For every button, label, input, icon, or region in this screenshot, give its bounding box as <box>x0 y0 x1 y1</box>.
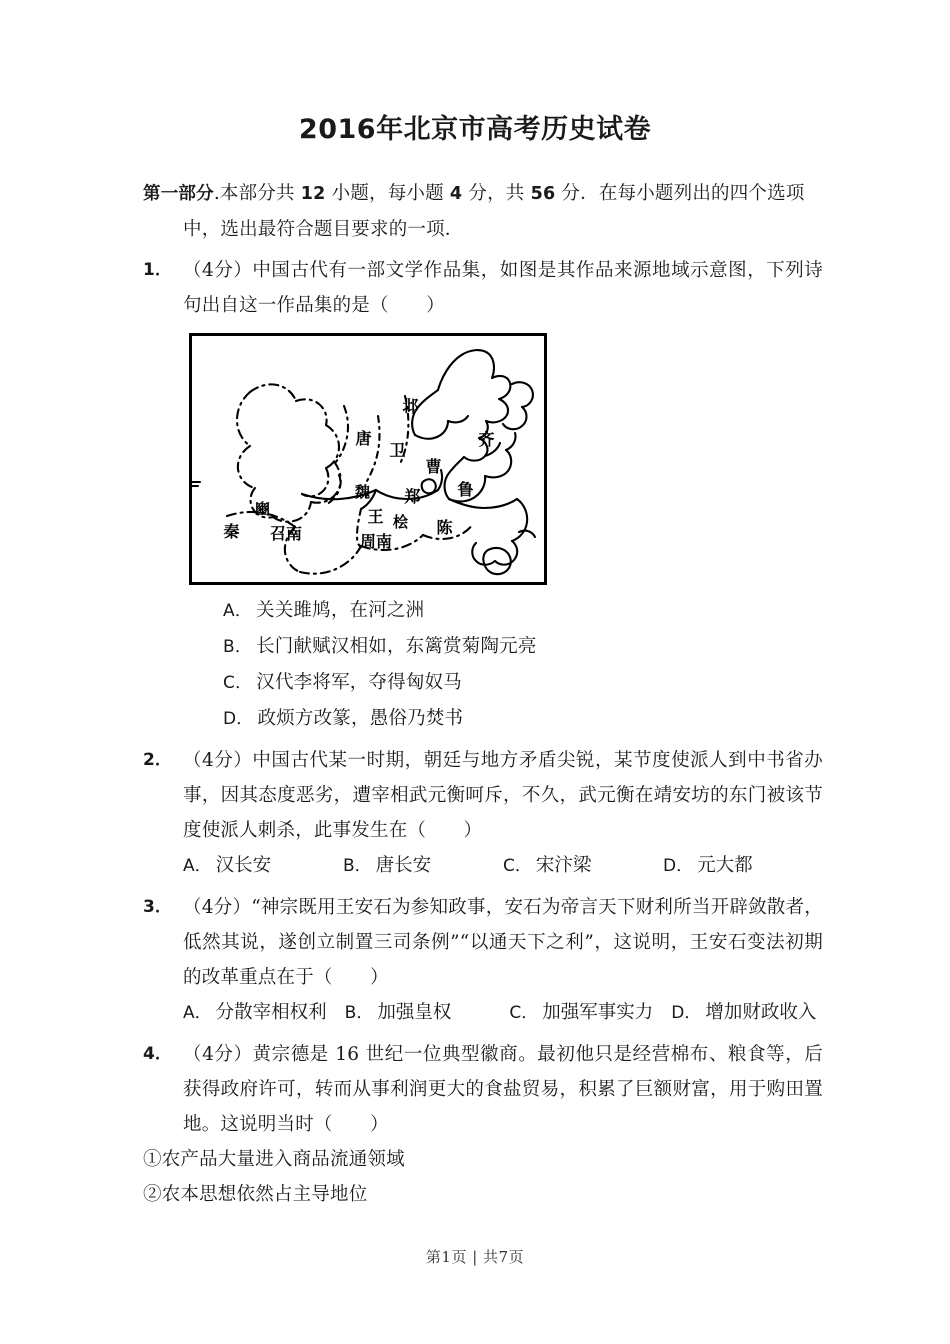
question-3-option-a[interactable] <box>183 995 327 1031</box>
option-key: D． <box>663 856 694 876</box>
question-4-stem <box>183 1037 823 1142</box>
option-key: A． <box>223 601 253 621</box>
title-rest: 年北京市高考历史试卷 <box>376 114 652 145</box>
map-label-kuai: 桧 <box>391 514 409 528</box>
option-text: 分散宰相权利 <box>215 1002 327 1023</box>
question-1-figure <box>183 333 823 585</box>
question-1-score: （4分） <box>183 260 253 281</box>
question-3-option-d[interactable] <box>671 995 816 1031</box>
option-text: 唐长安 <box>375 855 432 876</box>
option-text: 加强皇权 <box>377 1002 452 1023</box>
map-label-chen: 陈 <box>434 519 453 534</box>
question-2-number: 2． <box>143 750 172 770</box>
question-3-stem <box>183 890 823 995</box>
instructions-section-label: 第一部分 <box>143 184 214 204</box>
question-3 <box>143 890 823 995</box>
map-label-wei-guard: 卫 <box>387 442 406 457</box>
question-4-sub-item-1: ①农产品大量进入商品流通领域 <box>143 1149 405 1170</box>
question-4-number: 4． <box>143 1044 172 1064</box>
instructions-points-total: 56 <box>530 184 556 204</box>
question-3-score: （4分） <box>183 897 252 918</box>
question-3-options <box>143 995 823 1031</box>
instructions-question-count: 12 <box>300 184 326 204</box>
document-body <box>143 176 823 1212</box>
instructions-paragraph <box>143 176 823 247</box>
option-key: C． <box>509 1003 539 1023</box>
map-label-qin: 秦 <box>221 523 240 538</box>
map-label-wei-state: 魏 <box>353 484 371 498</box>
question-2-score: （4分） <box>183 750 253 771</box>
instructions-text-d: 分．在每小题列出的四个选项 <box>555 183 805 204</box>
question-2 <box>143 743 823 848</box>
option-key: A． <box>183 856 212 876</box>
map-label-zhounan: 周南 <box>360 532 393 551</box>
question-2-stem <box>183 743 823 848</box>
option-key: D． <box>671 1003 702 1023</box>
option-key: C． <box>503 856 532 876</box>
ancient-states-map <box>189 333 547 585</box>
map-label-wang: 王 <box>365 508 384 523</box>
instructions-text-a: .本部分共 <box>213 183 301 204</box>
question-1-options <box>183 593 823 737</box>
question-1 <box>143 253 823 737</box>
option-key: A． <box>183 1003 212 1023</box>
option-text: 政烦方改篆，愚俗乃焚书 <box>257 708 464 729</box>
option-key: C． <box>223 673 253 693</box>
map-label-tang: 唐 <box>353 430 372 445</box>
instructions-points-each: 4 <box>449 184 463 204</box>
option-text: 加强军事实力 <box>542 1002 654 1023</box>
option-text: 关关雎鸠，在河之洲 <box>256 600 425 621</box>
map-label-bei: 邶 <box>400 398 419 413</box>
title-year: 2016 <box>298 114 377 145</box>
question-1-text: 中国古代有一部文学作品集，如图是其作品来源地域示意图，下列诗句出自这一作品集的是（ ） <box>183 260 823 316</box>
question-2-text: 中国古代某一时期，朝廷与地方矛盾尖锐，某节度使派人到中书省办事，因其态度恶劣，遭宰相武元衡呵斥，不久，武元衡在靖安坊的东门被该节度使派人刺杀，此事发生在（ ） <box>183 750 823 841</box>
option-text: 宋汴梁 <box>535 855 592 876</box>
option-text: 增加财政收入 <box>705 1002 817 1023</box>
question-3-option-c[interactable] <box>509 995 653 1031</box>
option-key: B． <box>343 856 372 876</box>
question-2-options <box>143 848 823 884</box>
question-1-number: 1． <box>143 260 172 280</box>
instructions-line-1 <box>143 176 823 212</box>
question-1-option-c[interactable] <box>223 665 823 701</box>
page-title <box>0 112 950 147</box>
question-1-option-d[interactable] <box>223 701 823 737</box>
option-text: 汉代李将军，夺得匈奴马 <box>256 672 462 693</box>
question-3-number: 3． <box>143 897 172 917</box>
question-4-text: 黄宗德是 16 世纪一位典型徽商。最初他只是经营棉布、粮食等，后获得政府许可，转而从事利润更大的食盐贸易，积累了巨额财富，用于购田置地。这说明当时（ ） <box>183 1044 823 1135</box>
option-key: B． <box>344 1003 374 1023</box>
question-3-option-b[interactable] <box>345 995 452 1031</box>
question-1-option-b[interactable] <box>223 629 823 665</box>
instructions-line-2: 中，选出最符合题目要求的一项． <box>183 219 464 240</box>
map-label-bin: 豳 <box>253 501 271 515</box>
question-3-text: “神宗既用王安石为参知政事，安石为帝言天下财利所当开辟敛散者，低然其说，遂创立制置三司条例”“以通天下之利”，这说明，王安石变法初期的改革重点在于（ ） <box>183 897 823 988</box>
question-2-option-d[interactable] <box>663 848 823 884</box>
instructions-text-c: 分，共 <box>462 183 531 204</box>
map-label-cao: 曹 <box>423 458 442 473</box>
map-label-lu: 鲁 <box>455 481 474 496</box>
question-2-option-c[interactable] <box>503 848 663 884</box>
map-label-qi: 齐 <box>476 431 495 446</box>
question-4-sub-item-2: ②农本思想依然占主导地位 <box>143 1184 368 1205</box>
question-2-option-b[interactable] <box>343 848 503 884</box>
question-4-score: （4分） <box>183 1044 253 1065</box>
map-label-shaonan: 召南 <box>270 524 303 543</box>
option-text: 长门献赋汉相如，东篱赏菊陶元亮 <box>256 636 537 657</box>
option-text: 元大都 <box>697 855 753 876</box>
page-footer: 第1页 | 共7页 <box>425 1248 525 1266</box>
map-label-zheng: 郑 <box>402 488 421 503</box>
option-text: 汉长安 <box>215 855 272 876</box>
question-1-stem <box>183 253 823 323</box>
question-1-option-a[interactable] <box>223 593 823 629</box>
option-key: D． <box>223 709 254 729</box>
option-key: B． <box>223 637 253 657</box>
question-4 <box>143 1037 823 1142</box>
instructions-text-b: 小题，每小题 <box>325 183 450 204</box>
question-2-option-a[interactable] <box>183 848 343 884</box>
